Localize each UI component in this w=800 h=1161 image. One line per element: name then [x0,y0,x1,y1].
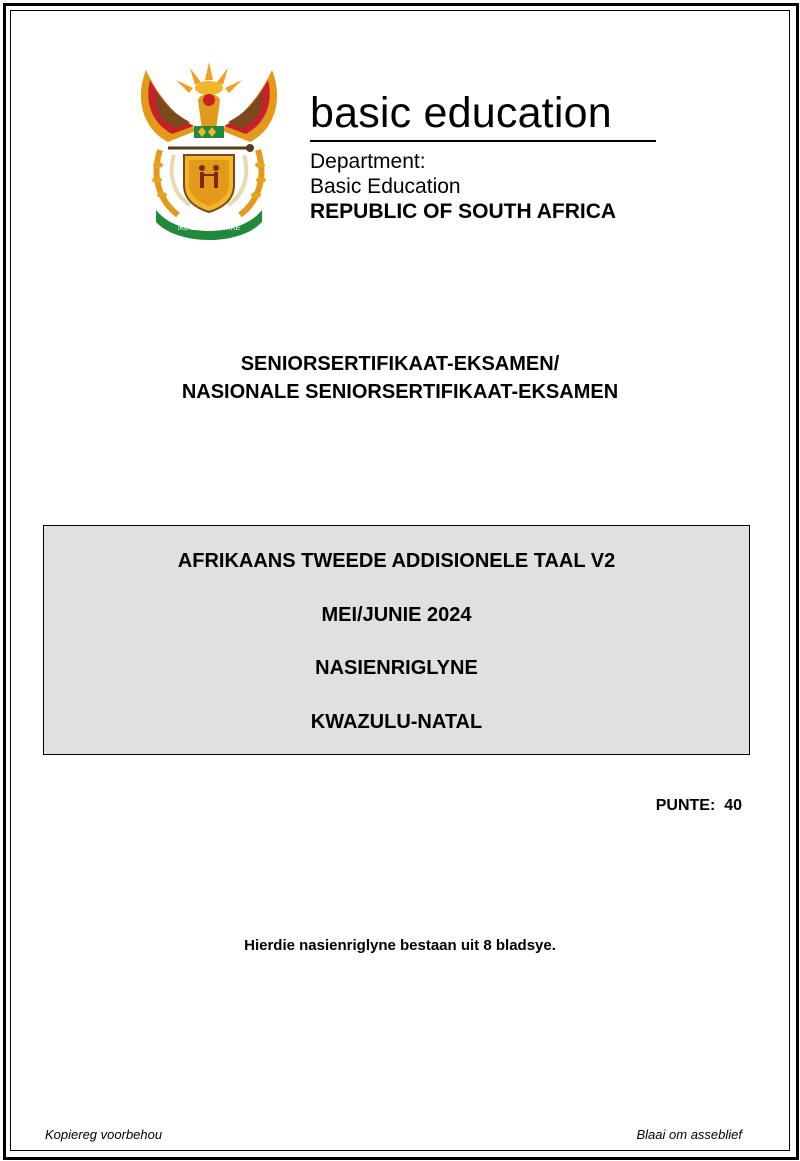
brand-title: basic education [310,89,612,137]
subject-title: AFRIKAANS TWEEDE ADDISIONELE TAAL V2 [177,550,616,572]
footer-copyright: Kopiereg voorbehou [45,1127,163,1142]
country-label: REPUBLIC OF SOUTH AFRICA [310,200,617,223]
footer-turn-over: Blaai om asseblief [636,1127,742,1142]
marks-total [656,797,742,815]
exam-heading-line-2: NASIONALE SENIORSERTIFIKAAT-EKSAMEN [181,381,619,403]
department-line-1: Department: [310,150,426,173]
department-line-2: Basic Education [310,175,461,198]
exam-heading [0,350,800,406]
title-box [43,525,750,755]
province-name: KWAZULU-NATAL [310,711,483,733]
exam-session: MEI/JUNIE 2024 [321,604,472,626]
document-type: NASIENRIGLYNE [315,657,478,679]
exam-heading-line-1: SENIORSERTIFIKAAT-EKSAMEN/ [240,353,560,375]
brand-underline [310,140,656,142]
page-count-note: Hierdie nasienriglyne bestaan uit 8 bladsye. [244,937,556,954]
coat-of-arms-icon [138,60,280,240]
marks-value: 40 [724,797,742,814]
marks-label: PUNTE: [655,797,716,814]
department-label [310,149,461,199]
crest-motto: !KE E: /XARRA //KE [177,225,241,232]
